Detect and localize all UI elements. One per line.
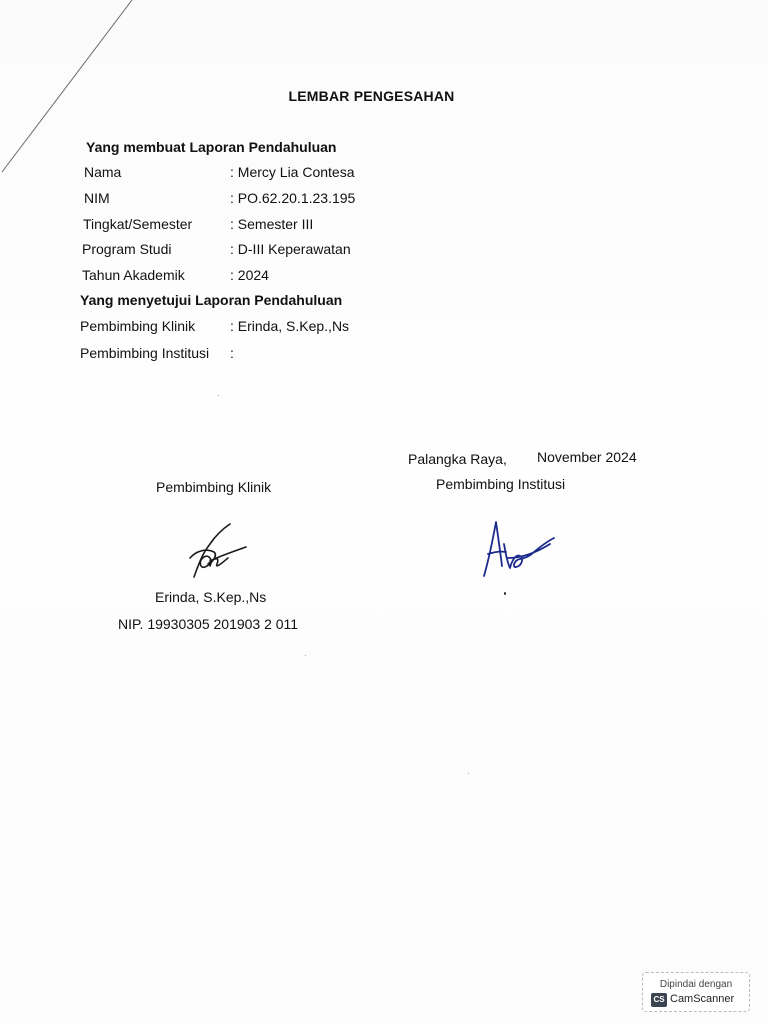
date-label: November 2024: [537, 449, 637, 465]
left-signatory-role: Pembimbing Klinik: [156, 479, 272, 495]
scan-speck: [305, 655, 306, 656]
field-value-nim: : PO.62.20.1.23.195: [230, 190, 356, 206]
field-label-program-studi: Program Studi: [82, 241, 172, 257]
ink-speck: [504, 592, 506, 595]
field-value-semester: : Semester III: [230, 216, 314, 232]
left-signatory-nip: NIP. 19930305 201903 2 011: [118, 616, 299, 632]
field-label-pembimbing-klinik: Pembimbing Klinik: [80, 318, 196, 334]
right-signatory-role: Pembimbing Institusi: [436, 476, 566, 492]
camscanner-watermark: [642, 972, 750, 1012]
author-section-heading: Yang membuat Laporan Pendahuluan: [86, 139, 337, 155]
scan-speck: [218, 395, 219, 396]
field-label-nama: Nama: [84, 164, 122, 180]
field-value-nama: : Mercy Lia Contesa: [230, 164, 355, 180]
field-label-tahun-akademik: Tahun Akademik: [82, 267, 185, 283]
left-signatory-name: Erinda, S.Kep.,Ns: [155, 589, 267, 605]
scan-speck: [468, 773, 469, 774]
field-value-tahun-akademik: : 2024: [230, 267, 269, 283]
camscanner-logo-icon: CS: [651, 993, 667, 1007]
field-value-program-studi: : D-III Keperawatan: [230, 241, 351, 257]
document-title: LEMBAR PENGESAHAN: [288, 88, 455, 104]
field-label-nim: NIM: [84, 190, 110, 206]
field-value-pembimbing-institusi: :: [230, 345, 234, 361]
place-label: Palangka Raya,: [408, 451, 507, 467]
right-signature: [478, 514, 560, 580]
approval-section-heading: Yang menyetujui Laporan Pendahuluan: [80, 292, 343, 308]
watermark-caption: Dipindai dengan: [659, 979, 733, 990]
left-signature: [180, 520, 260, 584]
field-label-semester: Tingkat/Semester: [83, 216, 193, 232]
field-label-pembimbing-institusi: Pembimbing Institusi: [80, 345, 210, 361]
watermark-brand: CamScanner: [670, 993, 735, 1005]
field-value-pembimbing-klinik: : Erinda, S.Kep.,Ns: [230, 318, 350, 334]
